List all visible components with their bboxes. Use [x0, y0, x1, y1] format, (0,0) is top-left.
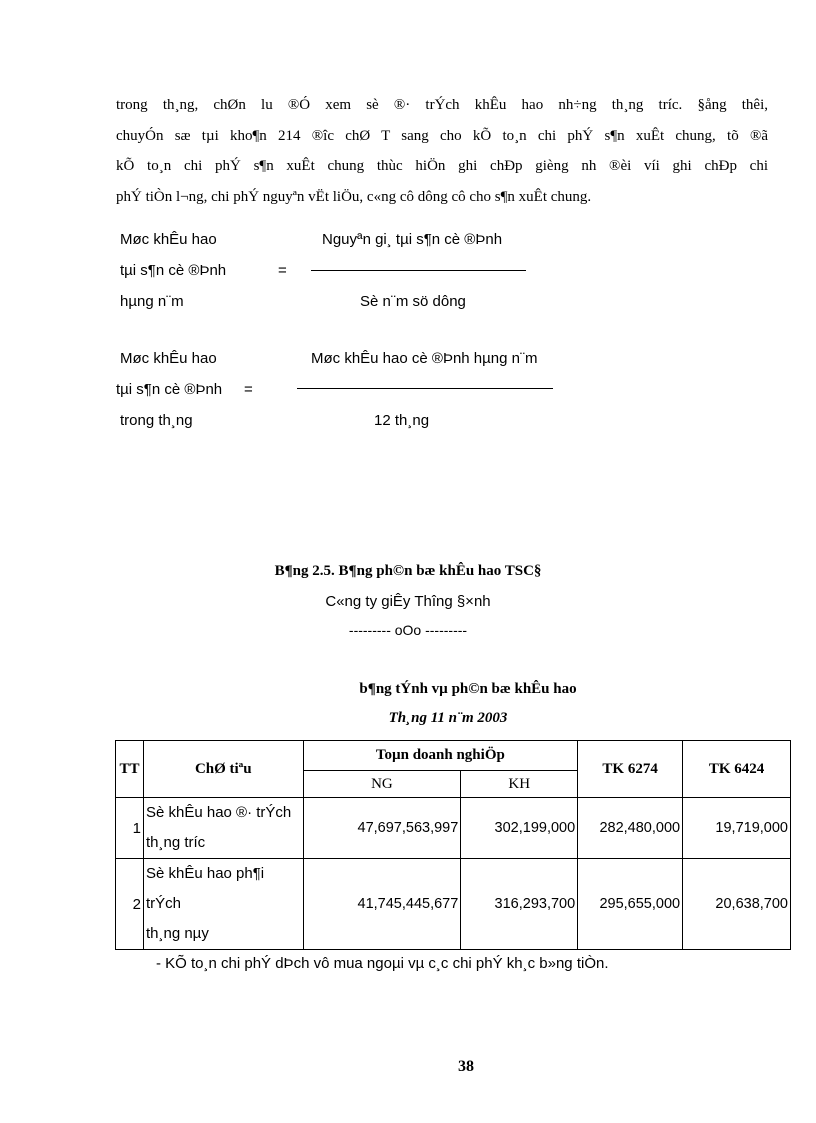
header-kh: KH [461, 771, 578, 798]
table-title: B¶ng 2.5. B¶ng ph©n bæ khÊu hao TSC§ [274, 563, 542, 579]
note-text: - KÕ to¸n chi phÝ dÞch vô mua ngoµi vµ c¸c chi phÝ kh¸c b»ng tiÒn. [156, 955, 609, 972]
header-tt: TT [116, 741, 144, 798]
row2-tt: 2 [116, 859, 144, 950]
sheet-title: b¶ng tÝnh vµ ph©n bæ khÊu hao [359, 681, 577, 697]
depreciation-table [115, 740, 791, 950]
formula2-equals: = [244, 381, 253, 398]
header-tk6424: TK 6424 [683, 741, 791, 798]
intro-paragraph [116, 90, 768, 212]
page-number: 38 [458, 1058, 474, 1075]
formula2-left-line2: tµi s¶n cè ®Þnh [116, 381, 223, 398]
row2-label-line2: th¸ng nµy [145, 925, 209, 942]
formula1-fraction-bar [311, 270, 526, 271]
formula2-numerator: Møc khÊu hao cè ®Þnh hµng n¨m [311, 350, 538, 367]
formula1-equals: = [278, 262, 287, 279]
row1-label-line1: Sè khÊu hao ®· trÝch [145, 804, 292, 821]
row2-kh: 316,293,700 [461, 859, 578, 950]
paragraph-line: phÝ tiÒn l¬ng, chi phÝ nguyªn vËt liÖu, c«ng cô dông cô cho s¶n xuÊt chung. [116, 188, 592, 205]
table-row [116, 859, 791, 950]
paragraph-line: kÕ to¸n chi phÝ s¶n xuÊt chung thùc hiÖn ghi chÐp gièng nh ®èi víi ghi chÐp chi [116, 158, 768, 174]
row1-label [143, 798, 303, 859]
paragraph-line: trong th¸ng, chØn lu ®Ó xem sè ®· trÝch khÊu hao nh÷ng th¸ng tríc. §ång thêi, [116, 97, 768, 113]
row1-tk6424: 19,719,000 [683, 798, 791, 859]
sheet-period: Th¸ng 11 n¨m 2003 [388, 710, 508, 726]
formula2-left-line3: trong th¸ng [120, 412, 193, 429]
formula2-fraction-bar [297, 388, 553, 389]
header-indicator: ChØ tiªu [143, 741, 303, 798]
formula1-numerator: Nguyªn gi¸ tµi s¶n cè ®Þnh [322, 231, 503, 248]
row1-tt: 1 [116, 798, 144, 859]
formula2-left-line1: Møc khÊu hao [120, 350, 217, 367]
formula2-denominator: 12 th¸ng [374, 412, 430, 429]
paragraph-line: chuyÓn sæ tµi kho¶n 214 ®îc chØ T sang cho kÕ to¸n chi phÝ s¶n xuÊt chung, tõ ®ã [116, 127, 768, 144]
row2-tk6424: 20,638,700 [683, 859, 791, 950]
header-tk6274: TK 6274 [578, 741, 683, 798]
ornament-divider: --------- oOo --------- [348, 622, 468, 638]
company-name: C«ng ty giÊy Thîng §×nh [325, 593, 491, 610]
table-header-row [116, 741, 791, 771]
row1-label-line2: th¸ng tríc [145, 834, 206, 851]
header-enterprise: Toµn doanh nghiÖp [303, 741, 578, 771]
formula1-denominator: Sè n¨m sö dông [360, 293, 466, 310]
row2-tk6274: 295,655,000 [578, 859, 683, 950]
formula1-left-line1: Møc khÊu hao [120, 231, 217, 248]
table-row [116, 798, 791, 859]
row1-tk6274: 282,480,000 [578, 798, 683, 859]
row2-label [143, 859, 303, 950]
row1-kh: 302,199,000 [461, 798, 578, 859]
row1-ng: 47,697,563,997 [303, 798, 461, 859]
row2-label-line1: Sè khÊu hao ph¶i trÝch [145, 865, 265, 912]
row2-ng: 41,745,445,677 [303, 859, 461, 950]
formula1-left-line2: tµi s¶n cè ®Þnh [120, 262, 227, 279]
header-ng: NG [303, 771, 461, 798]
formula1-left-line3: hµng n¨m [120, 293, 184, 310]
